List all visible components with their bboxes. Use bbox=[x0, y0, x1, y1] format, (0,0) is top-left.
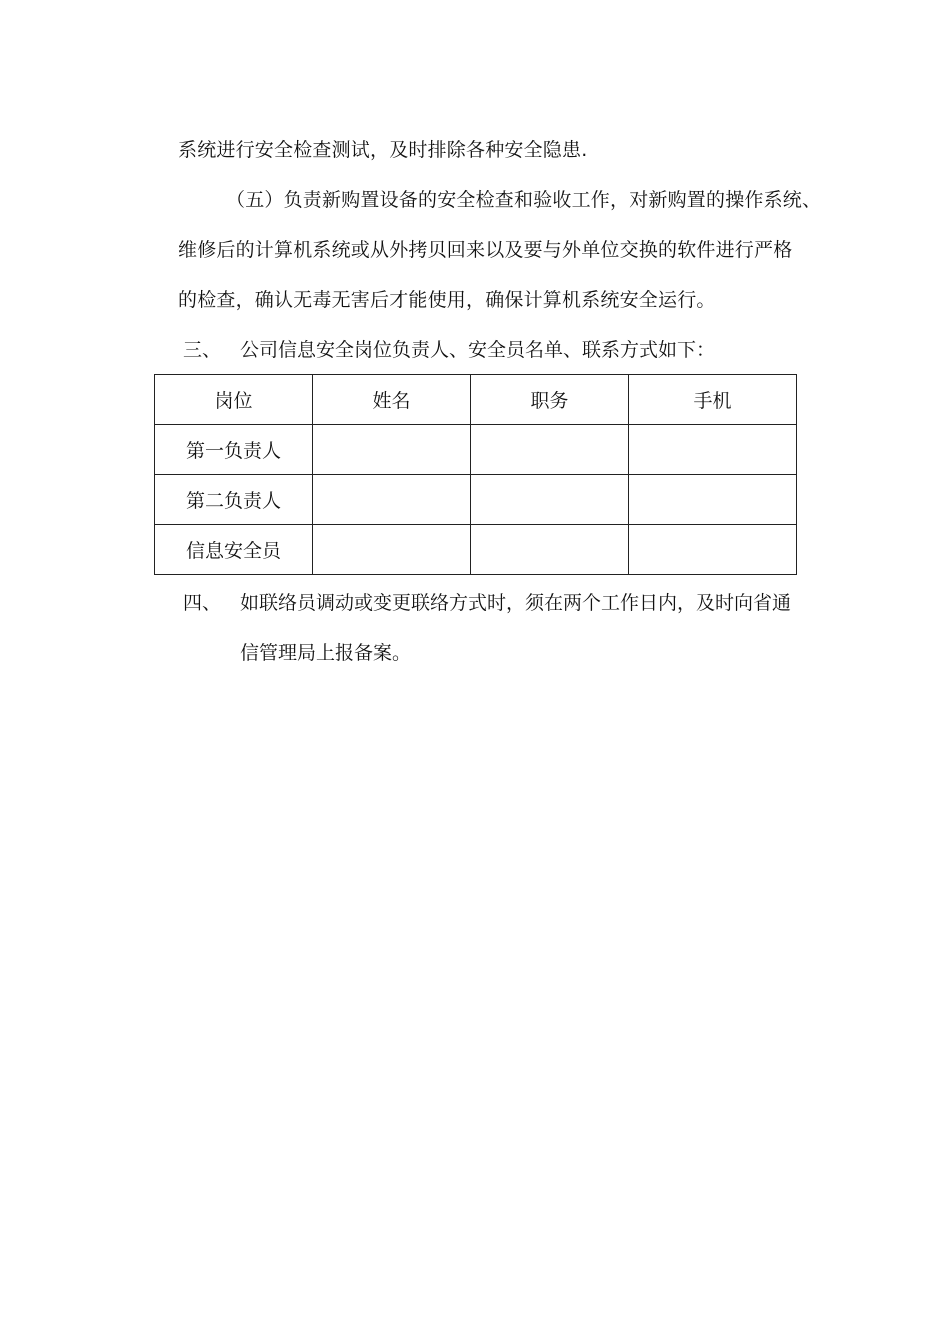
header-mobile: 手机 bbox=[629, 375, 797, 425]
cell-mobile bbox=[629, 525, 797, 575]
section-four-text: 如联络员调动或变更联络方式时，须在两个工作日内，及时向省通 bbox=[240, 592, 792, 614]
header-name: 姓名 bbox=[313, 375, 471, 425]
cell-title bbox=[471, 425, 629, 475]
section-three-number: 三、 bbox=[183, 339, 222, 361]
cell-position: 第一负责人 bbox=[155, 425, 313, 475]
paragraph-line: 的检查，确认无毒无害后才能使用，确保计算机系统安全运行。 bbox=[178, 289, 716, 311]
table-row bbox=[155, 425, 797, 475]
cell-name bbox=[313, 475, 471, 525]
cell-position: 第二负责人 bbox=[155, 475, 313, 525]
table-row bbox=[155, 475, 797, 525]
cell-mobile bbox=[629, 475, 797, 525]
header-title: 职务 bbox=[471, 375, 629, 425]
table-header-row bbox=[155, 375, 797, 425]
paragraph-line: 系统进行安全检查测试，及时排除各种安全隐患. bbox=[178, 139, 588, 161]
cell-name bbox=[313, 525, 471, 575]
paragraph-line: 维修后的计算机系统或从外拷贝回来以及要与外单位交换的软件进行严格 bbox=[178, 239, 793, 261]
cell-title bbox=[471, 475, 629, 525]
cell-mobile bbox=[629, 425, 797, 475]
table-row bbox=[155, 525, 797, 575]
header-position: 岗位 bbox=[155, 375, 313, 425]
section-four-number: 四、 bbox=[183, 592, 222, 614]
section-three-heading: 公司信息安全岗位负责人、安全员名单、联系方式如下： bbox=[240, 339, 716, 361]
paragraph-item-five: （五）负责新购置设备的安全检查和验收工作，对新购置的操作系统、 bbox=[226, 189, 822, 211]
cell-title bbox=[471, 525, 629, 575]
contact-table bbox=[154, 374, 797, 575]
cell-name bbox=[313, 425, 471, 475]
section-four-continuation: 信管理局上报备案。 bbox=[240, 642, 412, 664]
cell-position: 信息安全员 bbox=[155, 525, 313, 575]
